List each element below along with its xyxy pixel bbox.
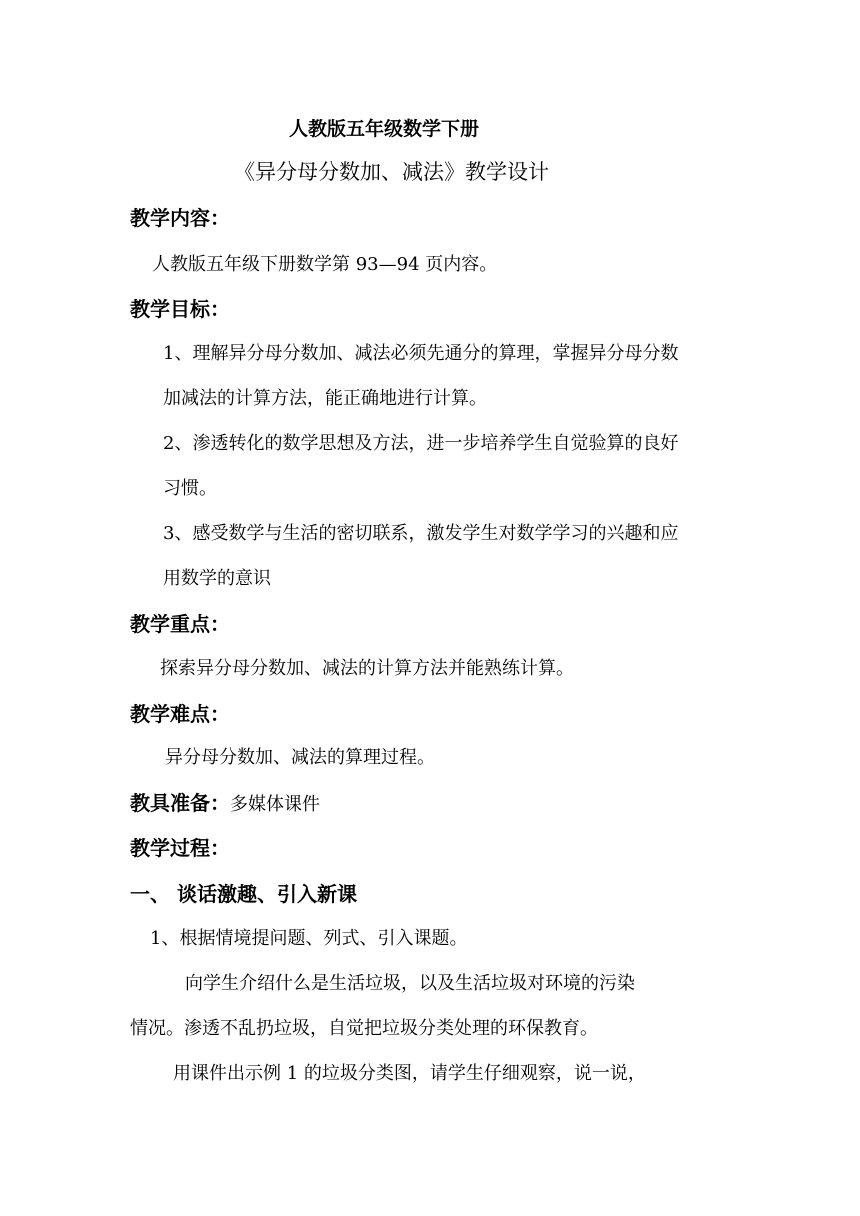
document-subtitle: 《异分母分数加、减法》教学设计: [234, 160, 549, 184]
key-point-heading: 教学重点：: [130, 612, 230, 636]
objective-3-line-1: 3、感受数学与生活的密切联系，激发学生对数学学习的兴趣和应: [163, 523, 679, 544]
section-1-paragraph-1-line-1: 向学生介绍什么是生活垃圾，以及生活垃圾对环境的污染: [185, 973, 635, 994]
key-point-text: 探索异分母分数加、减法的计算方法并能熟练计算。: [160, 658, 574, 679]
objective-3-line-2: 用数学的意识: [163, 568, 271, 589]
objectives-heading: 教学目标：: [130, 297, 230, 321]
objective-1-line-1: 1、理解异分母分数加、减法必须先通分的算理，掌握异分母分数: [163, 343, 679, 364]
objective-2-line-2: 习惯。: [163, 478, 217, 499]
process-heading: 教学过程：: [130, 836, 230, 860]
difficulty-text: 异分母分数加、减法的算理过程。: [165, 747, 435, 768]
objective-2-line-1: 2、渗透转化的数学思想及方法，进一步培养学生自觉验算的良好: [163, 433, 679, 454]
document-title: 人教版五年级数学下册: [289, 118, 480, 140]
section-1-paragraph-2-line-1: 用课件出示例 1 的垃圾分类图，请学生仔细观察，说一说，: [173, 1063, 646, 1084]
difficulty-heading: 教学难点：: [130, 702, 230, 726]
section-1-paragraph-1-line-2: 情况。渗透不乱扔垃圾，自觉把垃圾分类处理的环保教育。: [130, 1018, 598, 1039]
content-text: 人教版五年级下册数学第 93—94 页内容。: [152, 254, 498, 275]
section-1-heading: 一、 谈话激趣、引入新课: [130, 882, 357, 906]
content-heading: 教学内容：: [130, 206, 230, 230]
materials-label: 教具准备：: [130, 791, 230, 815]
materials-heading: [130, 791, 320, 817]
materials-text: 多媒体课件: [230, 794, 320, 815]
section-1-step-1: 1、根据情境提问题、列式、引入课题。: [150, 928, 468, 949]
objective-1-line-2: 加减法的计算方法，能正确地进行计算。: [163, 388, 487, 409]
